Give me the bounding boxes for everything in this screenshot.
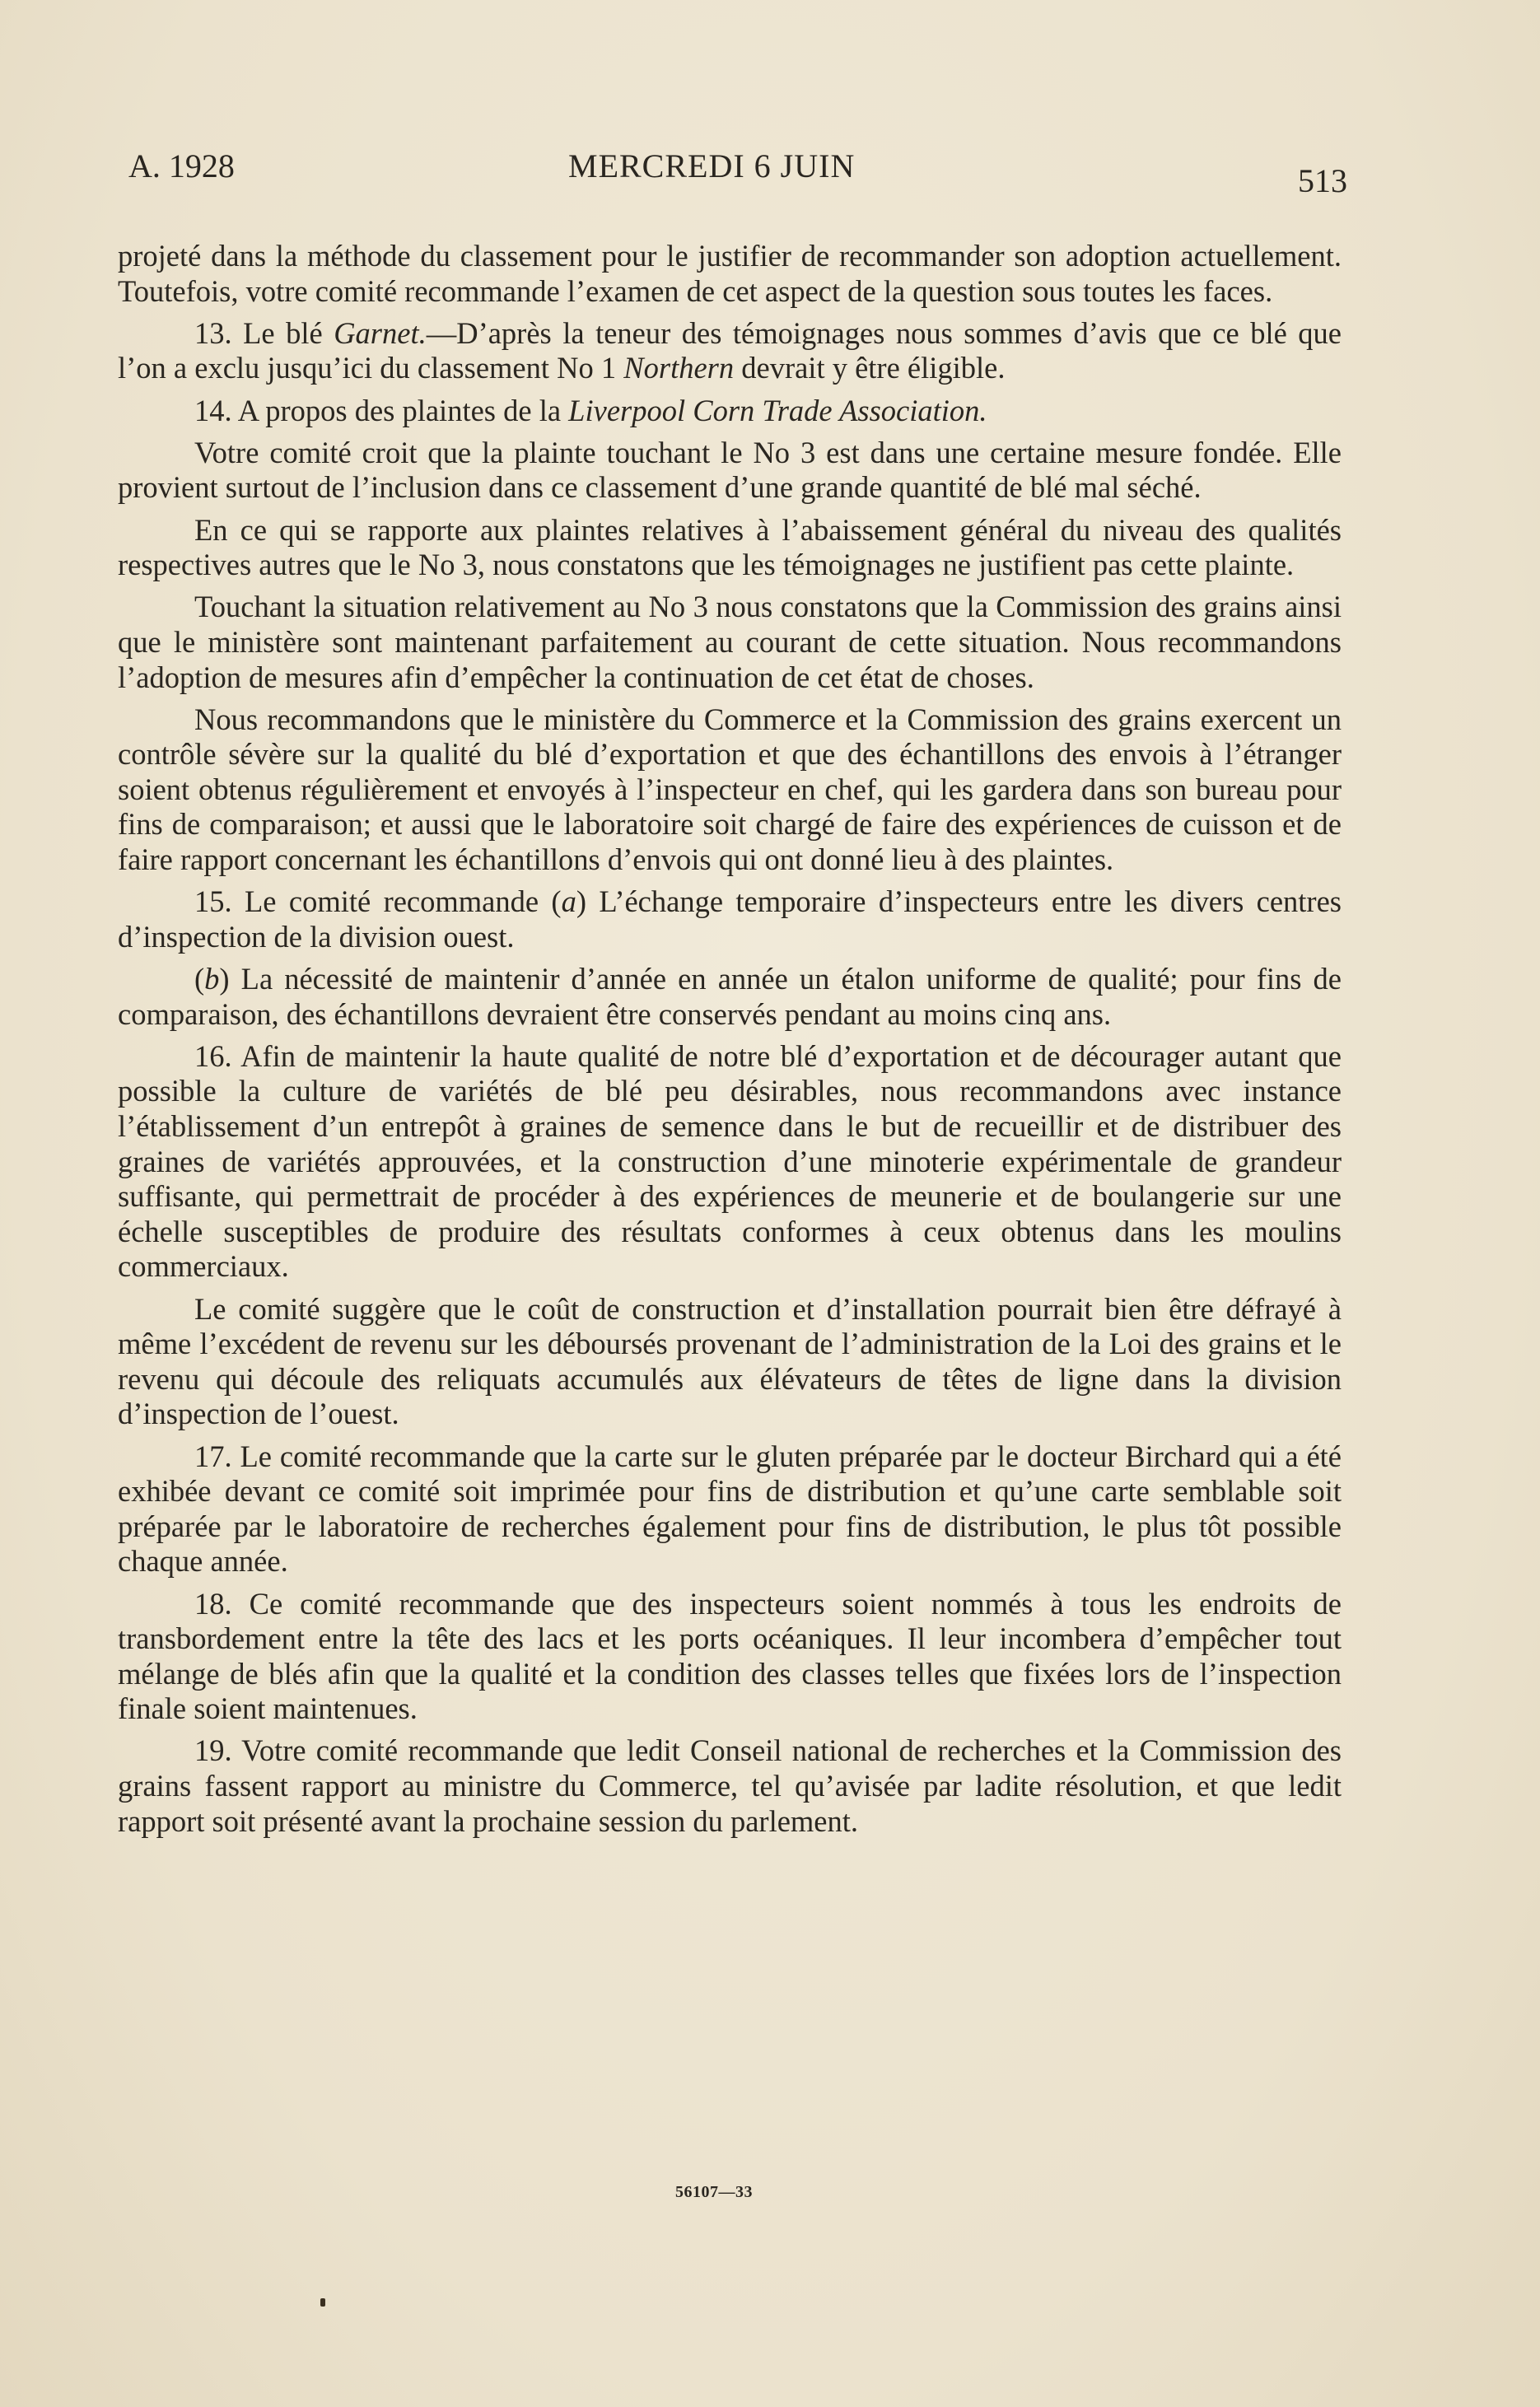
paragraph-13-garnet: 13. Le blé Garnet.—D’après la teneur des témoignages nous sommes d’avis que ce blé que l’on a exclu jusqu’ici du classement No 1 Northern devrait y être éligible.	[118, 315, 1342, 385]
print-reference: 56107—33	[675, 2183, 753, 2201]
report-body	[118, 239, 1342, 1846]
paragraph-17: 17. Le comité recommande que la carte sur le gluten préparée par le docteur Birchard qui a été exhibée devant ce comité soit imprimée pour fins de distribution et qu’une carte semblable soit préparée par le laboratoire de recherches également pour fins de distribution, le plus tôt possible chaque année.	[118, 1439, 1342, 1579]
paragraph-16-cost: Le comité suggère que le coût de construction et d’installation pourrait bien être défrayé à même l’excédent de revenu sur les déboursés provenant de l’administration de la Loi des grains et le revenu qui découle des reliquats accumulés aux élévateurs de têtes de ligne dans la division d’inspection de l’ouest.	[118, 1291, 1342, 1431]
page-number: 513	[1298, 162, 1347, 199]
paragraph-15b: (b) La nécessité de maintenir d’année en année un étalon uniforme de qualité; pour fins de comparaison, des échantillons devraient être conservés pendant au moins cinq ans.	[118, 962, 1342, 1031]
page-header	[128, 147, 1347, 199]
grade-name-northern: Northern	[623, 351, 735, 385]
paragraph-no3-situation: Touchant la situation relativement au No 3 nous constatons que la Commission des grains ainsi que le ministère sont maintenant parfaitement au courant de cette situation. Nous recommandons l’adoption de mesures afin d’empêcher la continuation de cet état de choses.	[118, 590, 1342, 694]
paragraph-continuation: projeté dans la méthode du classement pour le justifier de recommander son adoption actuellement. Toutefois, votre comité recommande l’examen de cet aspect de la question sous toutes les faces.	[118, 239, 1342, 308]
paragraph-18: 18. Ce comité recommande que des inspecteurs soient nommés à tous les endroits de transbordement entre la tête des lacs et les ports océaniques. Il leur incombera d’empêcher tout mélange de blés afin que la qualité et la condition des classes telles que fixées lors de l’inspection finale soient maintenues.	[118, 1586, 1342, 1726]
paragraph-16: 16. Afin de maintenir la haute qualité de notre blé d’exportation et de décourager autant que possible la culture de variétés de blé peu désirables, nous recommandons avec instance l’établissement d’un entrepôt à graines de semence dans le but de recueillir et de distribuer des graines de variétés approuvées, et la construction d’une minoterie expérimentale de grandeur suffisante, qui permettrait de procéder à des expériences de meunerie et de boulangerie sur une échelle susceptibles de produire des résultats conformes à ceux obtenus dans les moulins commerciaux.	[118, 1038, 1342, 1284]
paper-speck	[320, 2298, 325, 2307]
paragraph-15a: 15. Le comité recommande (a) L’échange temporaire d’inspecteurs entre les divers centres d’inspection de la division ouest.	[118, 884, 1342, 954]
paragraph-14-liverpool: 14. A propos des plaintes de la Liverpool Corn Trade Association.	[194, 393, 987, 427]
session-year: A. 1928	[128, 147, 235, 184]
paragraph-19: 19. Votre comité recommande que ledit Conseil national de recherches et la Commission des grains fassent rapport au ministre du Commerce, tel qu’avisée par ladite résolution, et que ledit rapport soit présenté avant la prochaine session du parlement.	[118, 1733, 1342, 1838]
paragraph-export-control: Nous recommandons que le ministère du Commerce et la Commission des grains exercent un contrôle sévère sur la qualité du blé d’exportation et que des échantillons des envois à l’étranger soient obtenus régulièrement et envoyés à l’inspecteur en chef, qui les gardera dans son bureau pour fins de comparaison; et aussi que le laboratoire soit chargé de faire des expériences de cuisson et de faire rapport concernant les échantillons d’envois qui ont donné lieu à des plaintes.	[118, 702, 1342, 877]
page-date-title: MERCREDI 6 JUIN	[568, 147, 856, 184]
paragraph-no3-complaint: Votre comité croit que la plainte touchant le No 3 est dans une certaine mesure fondée. Elle provient surtout de l’inclusion dans ce classement d’une grande quantité de blé mal séché.	[118, 435, 1342, 505]
paragraph-general-level: En ce qui se rapporte aux plaintes relatives à l’abaissement général du niveau des qualités respectives autres que le No 3, nous constatons que les témoignages ne justifient pas cette plainte.	[118, 512, 1342, 582]
